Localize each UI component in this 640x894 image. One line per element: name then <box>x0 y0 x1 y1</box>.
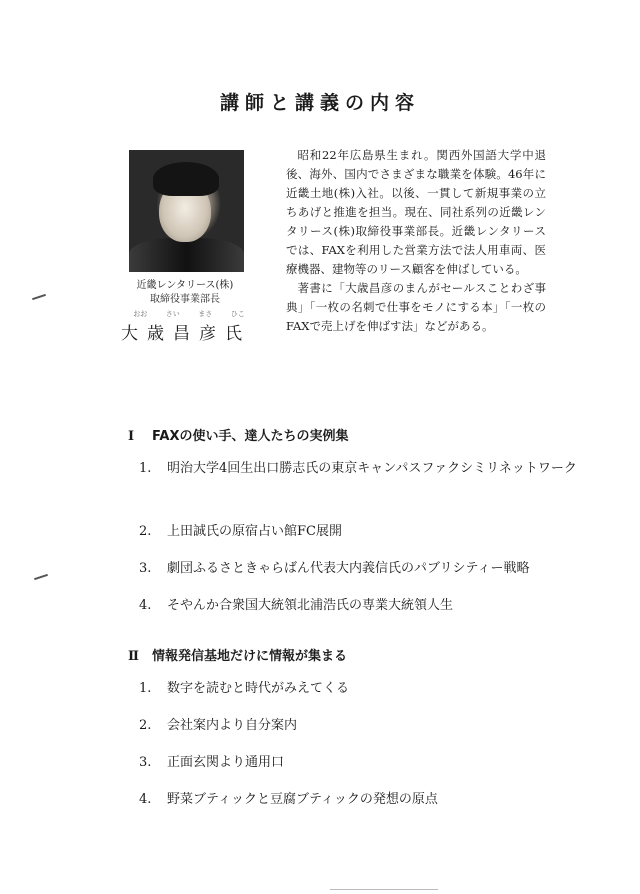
section-title: FAXの使い手、達人たちの実例集 <box>152 429 349 444</box>
bio-paragraph: 昭和22年広島県生まれ。関西外国語大学中退後、海外、国内でさまざまな職業を体験。46年に近畿土地(株)入社。以後、一貫して新規事業の立ちあげと推進を担当。現在、同社系列の近畿レンタリース(株)取締役事業部長。近畿レンタリースでは、FAXを利用した営業方法で法人用車両、医療機器、建物等のリース顧客を伸ばしている。 <box>286 148 546 276</box>
lecturer-name: 大歳昌彦氏 <box>121 324 251 344</box>
item-text: 数字を読むと時代がみえてくる <box>167 681 350 696</box>
list-item <box>139 592 579 620</box>
section-heading-2 <box>128 645 347 664</box>
list-item <box>139 749 579 777</box>
scan-mark <box>32 294 46 300</box>
page-title: 講師と講義の内容 <box>219 92 420 114</box>
item-text: そやんか合衆国大統領北浦浩氏の専業大統領人生 <box>167 598 454 613</box>
section-numeral: Ⅱ <box>128 649 139 664</box>
item-text: 劇団ふるさときゃらばん代表大内義信氏のパブリシティー戦略 <box>167 561 530 576</box>
item-text: 会社案内より自分案内 <box>167 718 298 733</box>
section-title: 情報発信基地だけに情報が集まる <box>152 649 348 664</box>
item-text: 明治大学4回生出口勝志氏の東京キャンパスファクシミリネットワーク <box>167 461 577 476</box>
list-item <box>139 555 579 583</box>
scan-edge-line <box>330 889 438 890</box>
section-numeral: Ⅰ <box>128 429 135 444</box>
portrait-coat <box>129 238 244 272</box>
list-item <box>139 675 579 703</box>
item-text: 正面玄関より通用口 <box>167 755 285 770</box>
name-ruby <box>124 309 254 319</box>
item-number: 1. <box>139 461 152 476</box>
list-item <box>139 455 579 483</box>
item-number: 4. <box>139 598 152 613</box>
item-number: 1. <box>139 681 152 696</box>
photo-caption-position: 取締役事業部長 <box>150 294 220 305</box>
item-text: 野菜ブティックと豆腐ブティックの発想の原点 <box>167 792 438 807</box>
photo-caption-company: 近畿レンタリース(株) <box>136 280 234 291</box>
item-number: 2. <box>139 718 152 733</box>
item-number: 2. <box>139 524 152 539</box>
scan-mark <box>34 574 48 580</box>
list-item <box>139 786 579 814</box>
item-number: 3. <box>139 561 152 576</box>
item-number: 3. <box>139 755 152 770</box>
ruby-4: ひこ <box>230 310 245 318</box>
bio-paragraph: 著書に「大歳昌彦のまんがセールスことわざ事典」「一枚の名刺で仕事をモノにする本」「一枚のFAXで売上げを伸ばす法」などがある。 <box>286 281 546 333</box>
ruby-3: まさ <box>198 310 213 318</box>
ruby-1: おお <box>133 310 148 318</box>
list-item <box>139 712 579 740</box>
lecturer-bio <box>286 146 546 336</box>
section-heading-1 <box>128 425 348 444</box>
list-item <box>139 518 579 546</box>
portrait-photo <box>129 150 244 272</box>
portrait-hair <box>153 162 219 196</box>
item-number: 4. <box>139 792 152 807</box>
ruby-2: さい <box>165 310 180 318</box>
item-text: 上田誠氏の原宿占い館FC展開 <box>167 524 342 539</box>
